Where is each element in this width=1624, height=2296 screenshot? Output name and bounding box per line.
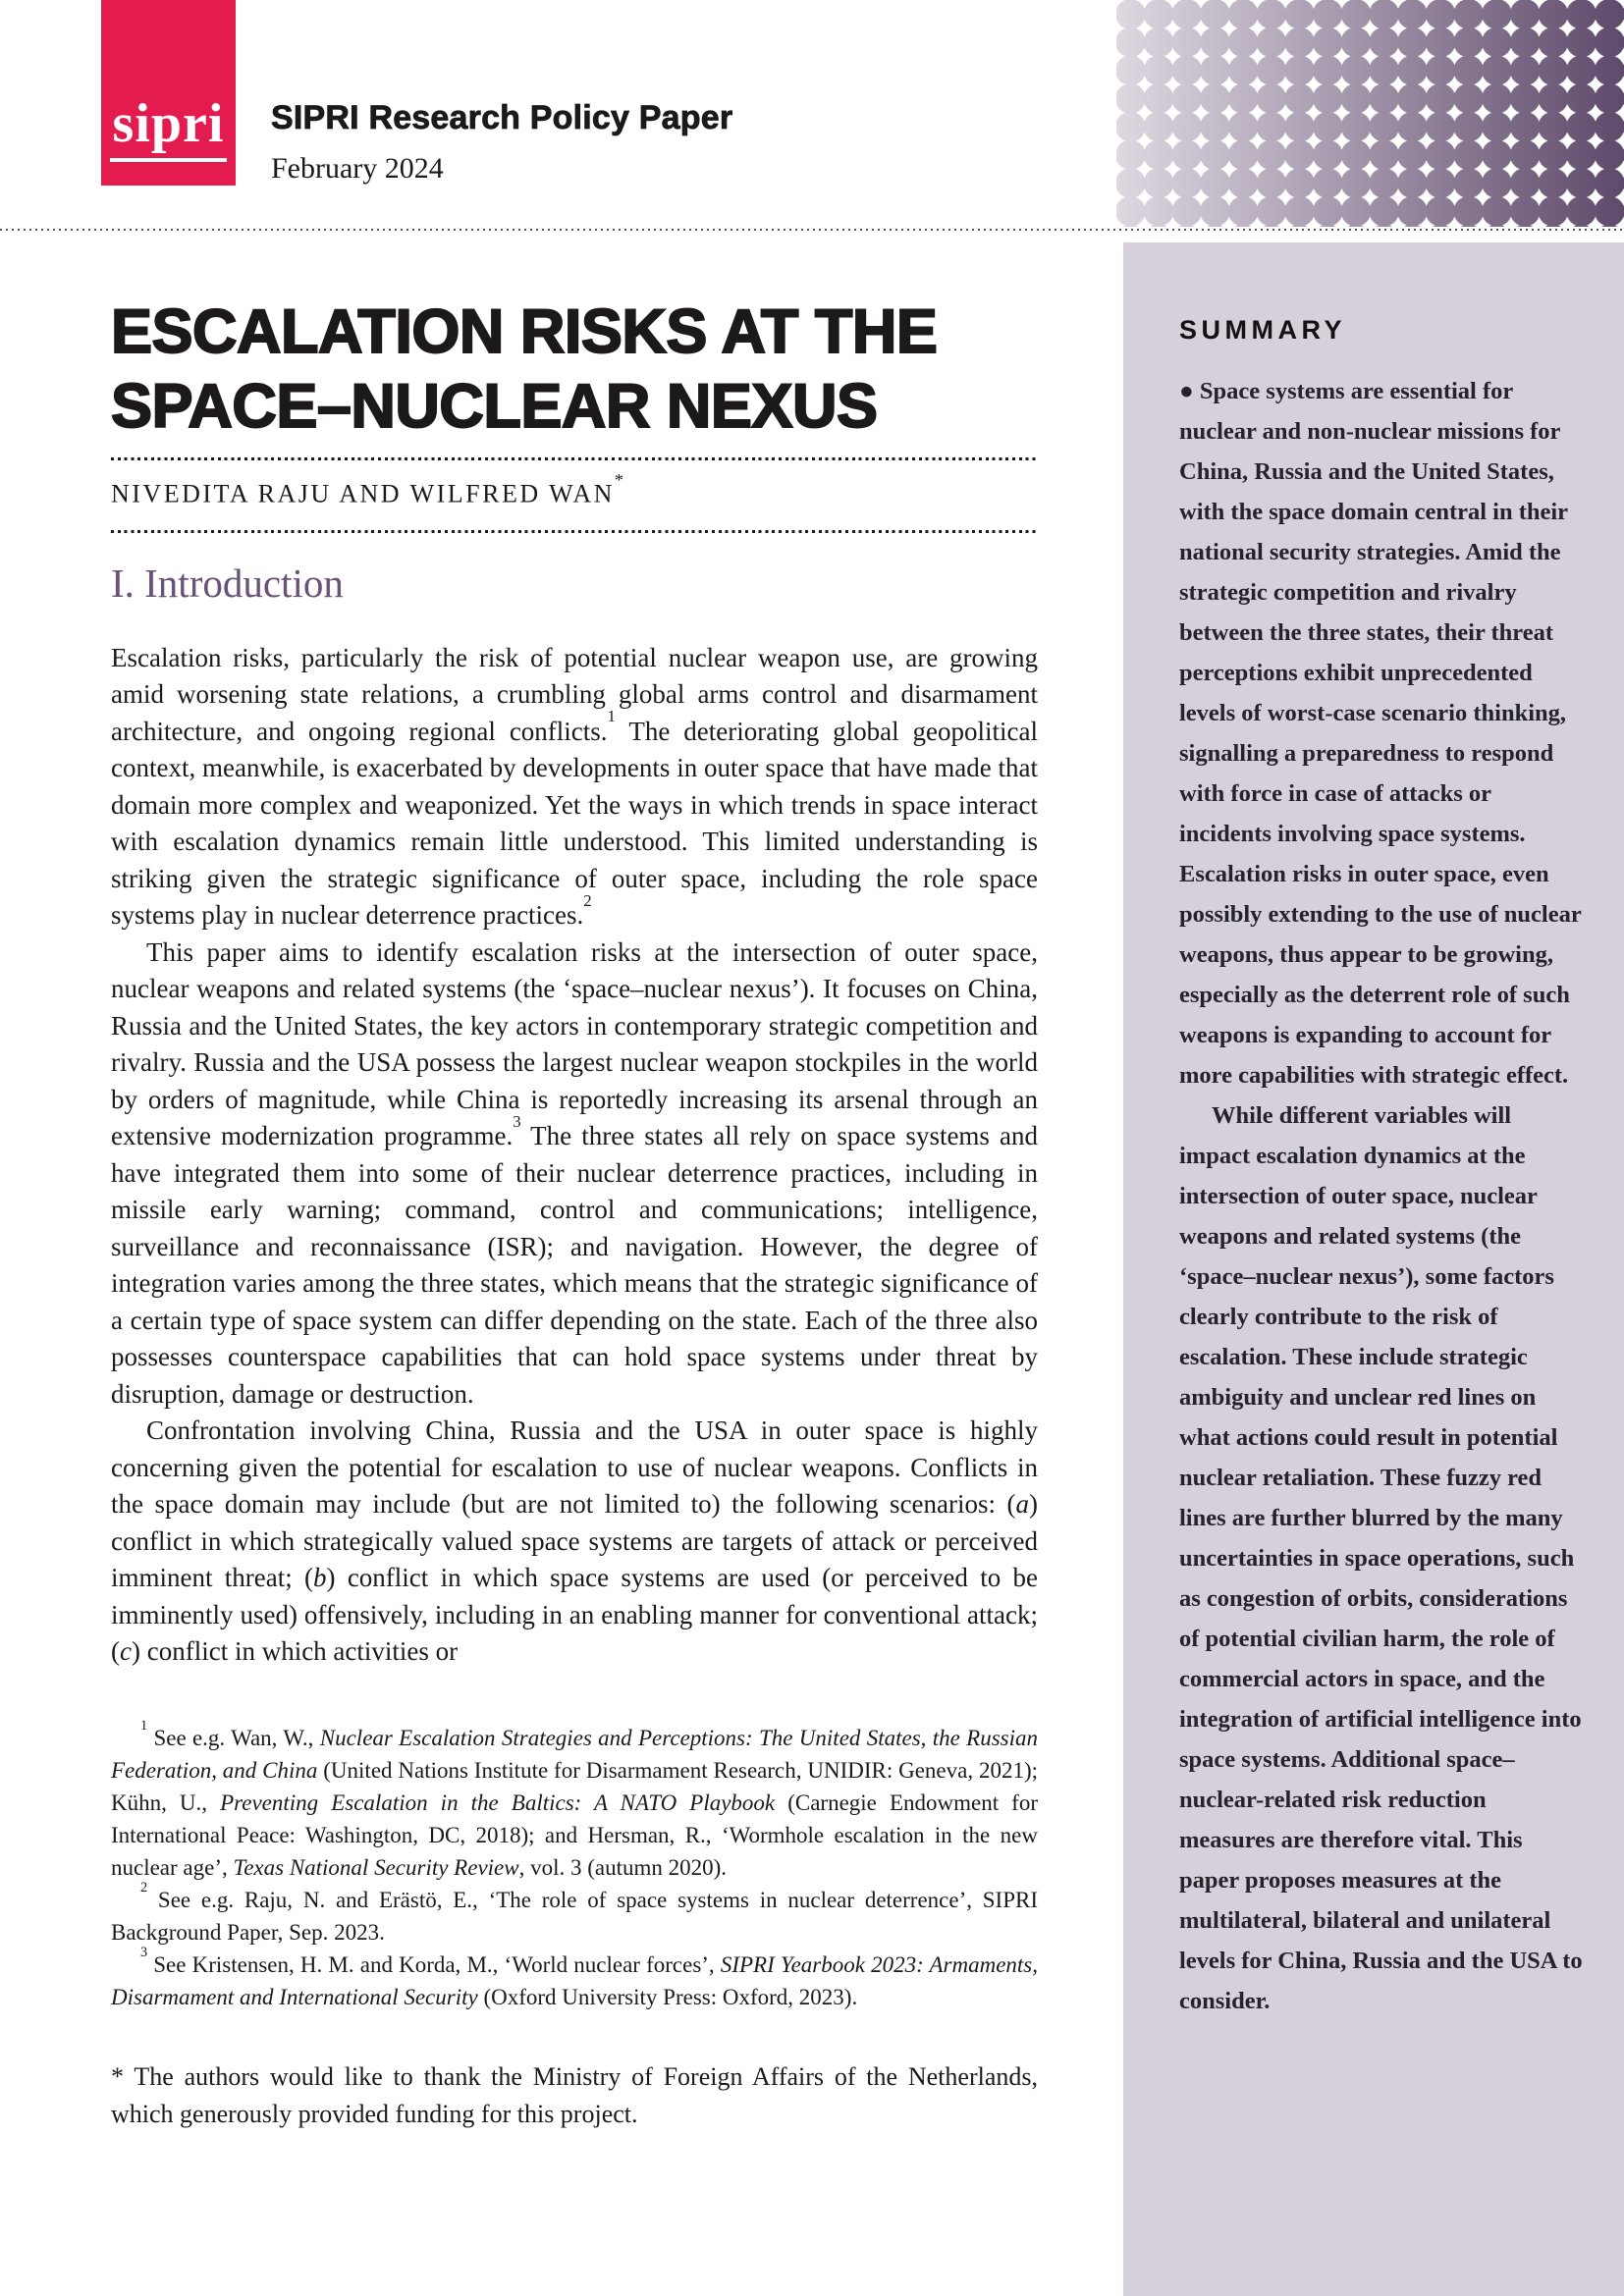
sipri-logo-wordmark: sipri — [110, 96, 228, 162]
summary-paragraph: ● Space systems are essential for nuclear and non-nuclear missions for China, Russia and the United States, with the space domain central in their national security strategies. Amid the strategic competition and rivalry between the three states, their threat perceptions exhibit unprecedented levels of worst-case scenario thinking, signalling a preparedness to respond with force in case of attacks or incidents involving space systems. Escalation risks in outer space, even possibly extending to the use of nuclear weapons, thus appear to be growing, especially as the deterrent role of such weapons is expanding to account for more capabilities with strategic effect. — [1179, 378, 1582, 1089]
paper-title-line2: SPACE–NUCLEAR NEXUS — [111, 372, 878, 441]
summary-paragraph: While different variables will impact escalation dynamics at the intersection of outer space, nuclear weapons and related systems (the ‘space–nuclear nexus’), some factors clearly contribute to the risk of escalation. These include strategic ambiguity and unclear red lines on what actions could result in potential nuclear retaliation. These fuzzy red lines are further blurred by the many uncertainties in space operations, such as congestion of orbits, considerations of potential civilian harm, the role of commercial actors in space, and the integration of artificial intelligence into space systems. Additional space–nuclear-related risk reduction measures are therefore vital. This paper proposes measures at the multilateral, bilateral and unilateral levels for China, Russia and the USA to consider. — [1179, 1102, 1583, 2014]
summary-heading: SUMMARY — [1179, 315, 1346, 345]
publication-title: SIPRI Research Policy Paper — [271, 99, 733, 136]
author-rule-bottom — [111, 530, 1038, 533]
footnote: $^1$ See e.g. Wan, W., Nuclear Escalation Strategies and Perceptions: The United States, the Russian Federation, and China (United Nations Institute for Disarmament Research, UNIDIR: Geneva, 2021); Kühn, U., Preventing Escalation in the Baltics: A NATO Playbook (Carnegie Endowment for International Peace: Washington, DC, 2018); and Hersman, R., ‘Wormhole escalation in the new nuclear age’, Texas National Security Review, vol. 3 (autumn 2020). — [111, 1717, 1038, 1880]
summary-body — [1179, 371, 1583, 2021]
dot-pattern-decoration — [1116, 0, 1624, 227]
section-heading-introduction: I. Introduction — [111, 560, 344, 606]
body-paragraph: Escalation risks, particularly the risk of potential nuclear weapon use, are growing amid worsening state relations, a crumbling global arms control and disarmament architecture, and ongoing regional conflicts.$^1$ The deteriorating global geopolitical context, meanwhile, is exacerbated by developments in outer space that have made that domain more complex and weaponized. Yet the ways in which trends in space interact with escalation dynamics remain little understood. This limited understanding is striking given the strategic significance of outer space, including the role space systems play in nuclear deterrence practices.$^2$ — [111, 642, 1039, 931]
publication-date: February 2024 — [271, 152, 444, 185]
author-rule-top — [111, 457, 1038, 460]
footnote: $^3$ See Kristensen, H. M. and Korda, M., ‘World nuclear forces’, SIPRI Yearbook 2023: Armaments, Disarmament and International Security (Oxford University Press: Oxford, 2023). — [111, 1944, 1038, 2009]
sipri-logo — [101, 0, 236, 186]
paper-title-line1: ESCALATION RISKS AT THE — [111, 297, 938, 366]
body-paragraph: This paper aims to identify escalation risks at the intersection of outer space, nuclear weapons and related systems (the ‘space–nuclear nexus’). It focuses on China, Russia and the United States, the key actors in contemporary strategic competition and rivalry. Russia and the USA possess the largest nuclear weapon stockpiles in the world by orders of magnitude, while China is reportedly increasing its arsenal through an extensive modernization programme.$^3$ The three states all rely on space systems and have integrated them into some of their nuclear deterrence practices, including in missile early warning; command, control and communications; intelligence, surveillance and reconnaissance (ISR); and navigation. However, the degree of integration varies among the three states, which means that the strategic significance of a certain type of space system can differ depending on the state. Each of the three also possesses counterspace capabilities that can hold space systems under threat by disruption, damage or destruction. — [111, 936, 1038, 1409]
footnote: $^2$ See e.g. Raju, N. and Erästö, E., ‘The role of space systems in nuclear deterrence’, SIPRI Background Paper, Sep. 2023. — [111, 1879, 1038, 1945]
authors-line: NIVEDITA RAJU AND WILFRED WAN* — [111, 469, 626, 508]
body-paragraph: Confrontation involving China, Russia and the USA in outer space is highly concerning given the potential for escalation to use of nuclear weapons. Conflicts in the space domain may include (but are not limited to) the following scenarios: (a) conflict in which strategically valued space systems are targets of attack or perceived imminent threat; (b) conflict in which space systems are used (or perceived to be imminently used) offensively, including in an enabling manner for conventional attack; (c) conflict in which activities or — [111, 1415, 1038, 1667]
main-column — [111, 294, 1038, 2133]
footnotes — [111, 1717, 1038, 2013]
pattern-stars — [1116, 0, 1624, 227]
author-acknowledgement-note: * The authors would like to thank the Ministry of Foreign Affairs of the Netherlands, which generously provided funding for this project. — [111, 2061, 1038, 2128]
body-text — [111, 640, 1038, 1671]
summary-panel — [1123, 242, 1624, 2296]
top-dotted-rule — [0, 229, 1624, 231]
paper-title — [111, 294, 1038, 444]
